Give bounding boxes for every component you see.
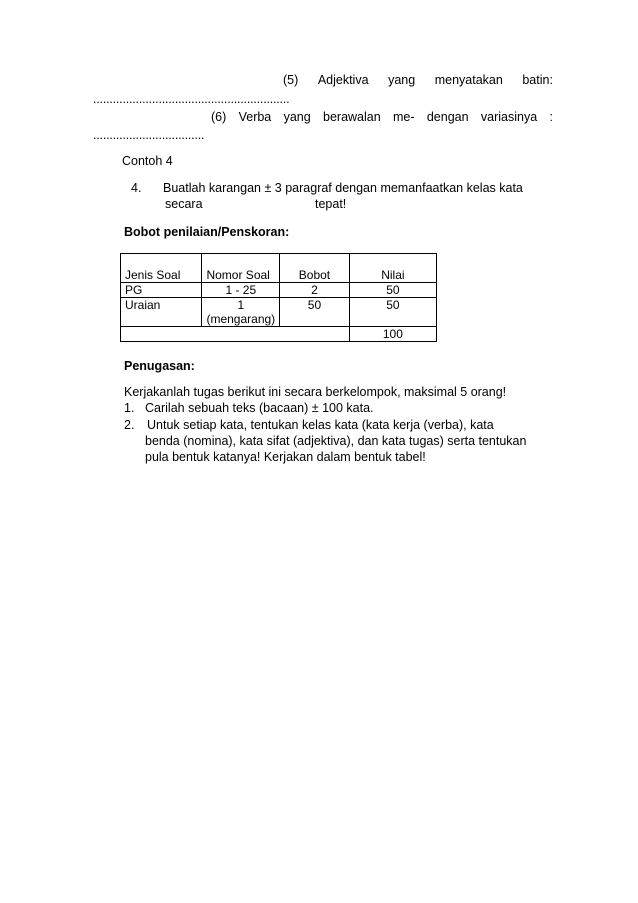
table-cell <box>202 298 280 327</box>
assignment-intro: Kerjakanlah tugas berikut ini secara berkelompok, maksimal 5 orang! <box>124 385 507 399</box>
task-2-line-1: Untuk setiap kata, tentukan kelas kata (kata kerja (verba), kata <box>147 418 494 432</box>
item-4-word-secara: secara <box>165 197 203 211</box>
cell-line: (mengarang) <box>206 312 276 326</box>
table-header-row <box>121 254 437 283</box>
table-row <box>121 283 437 298</box>
word: : <box>549 110 553 124</box>
scoring-table <box>120 253 437 342</box>
item-5-dots: ............................................................ <box>93 92 290 106</box>
word: Verba <box>238 110 272 124</box>
task-1-number: 1. <box>124 401 135 415</box>
word: dengan <box>426 110 469 124</box>
task-1-text: Carilah sebuah teks (bacaan) ± 100 kata. <box>145 401 374 415</box>
table-header-cell: Bobot <box>280 254 350 283</box>
word: me- <box>393 110 415 124</box>
table-header-cell: Nomor Soal <box>202 254 280 283</box>
word: menyatakan <box>434 73 503 87</box>
cell-line: 1 <box>237 298 245 312</box>
word: yang <box>388 73 416 87</box>
table-cell: 50 <box>349 283 436 298</box>
item-5-number: (5) <box>283 73 299 87</box>
table-cell: 1 - 25 <box>202 283 280 298</box>
table-cell: 50 <box>349 298 436 327</box>
word: berawalan <box>323 110 381 124</box>
word: variasinya <box>480 110 538 124</box>
table-total-row <box>121 327 437 342</box>
table-cell: Uraian <box>121 298 202 327</box>
item-4-text: Buatlah karangan ± 3 paragraf dengan memanfaatkan kelas kata <box>163 181 523 195</box>
task-2-number: 2. <box>124 418 135 432</box>
task-2-line-3: pula bentuk katanya! Kerjakan dalam bentuk tabel! <box>145 450 426 464</box>
item-4-number: 4. <box>131 181 142 195</box>
table-row <box>121 298 437 327</box>
table-cell: PG <box>121 283 202 298</box>
scoring-heading: Bobot penilaian/Penskoran: <box>124 225 290 239</box>
item-4-word-tepat: tepat! <box>315 197 347 211</box>
word: batin: <box>522 73 553 87</box>
example-heading: Contoh 4 <box>122 154 173 168</box>
assignment-heading: Penugasan: <box>124 359 195 373</box>
item-6-line <box>211 110 553 124</box>
word: yang <box>283 110 311 124</box>
table-total-cell: 100 <box>349 327 436 342</box>
word: Adjektiva <box>317 73 369 87</box>
item-6-dots: .................................. <box>93 128 205 142</box>
table-header-cell: Jenis Soal <box>121 254 202 283</box>
table-header-cell: Nilai <box>349 254 436 283</box>
item-6-number: (6) <box>211 110 227 124</box>
table-cell: 50 <box>280 298 350 327</box>
table-cell: 2 <box>280 283 350 298</box>
task-2-line-2: benda (nomina), kata sifat (adjektiva), dan kata tugas) serta tentukan <box>145 434 527 448</box>
table-cell-empty <box>121 327 350 342</box>
item-5-line <box>283 73 553 87</box>
